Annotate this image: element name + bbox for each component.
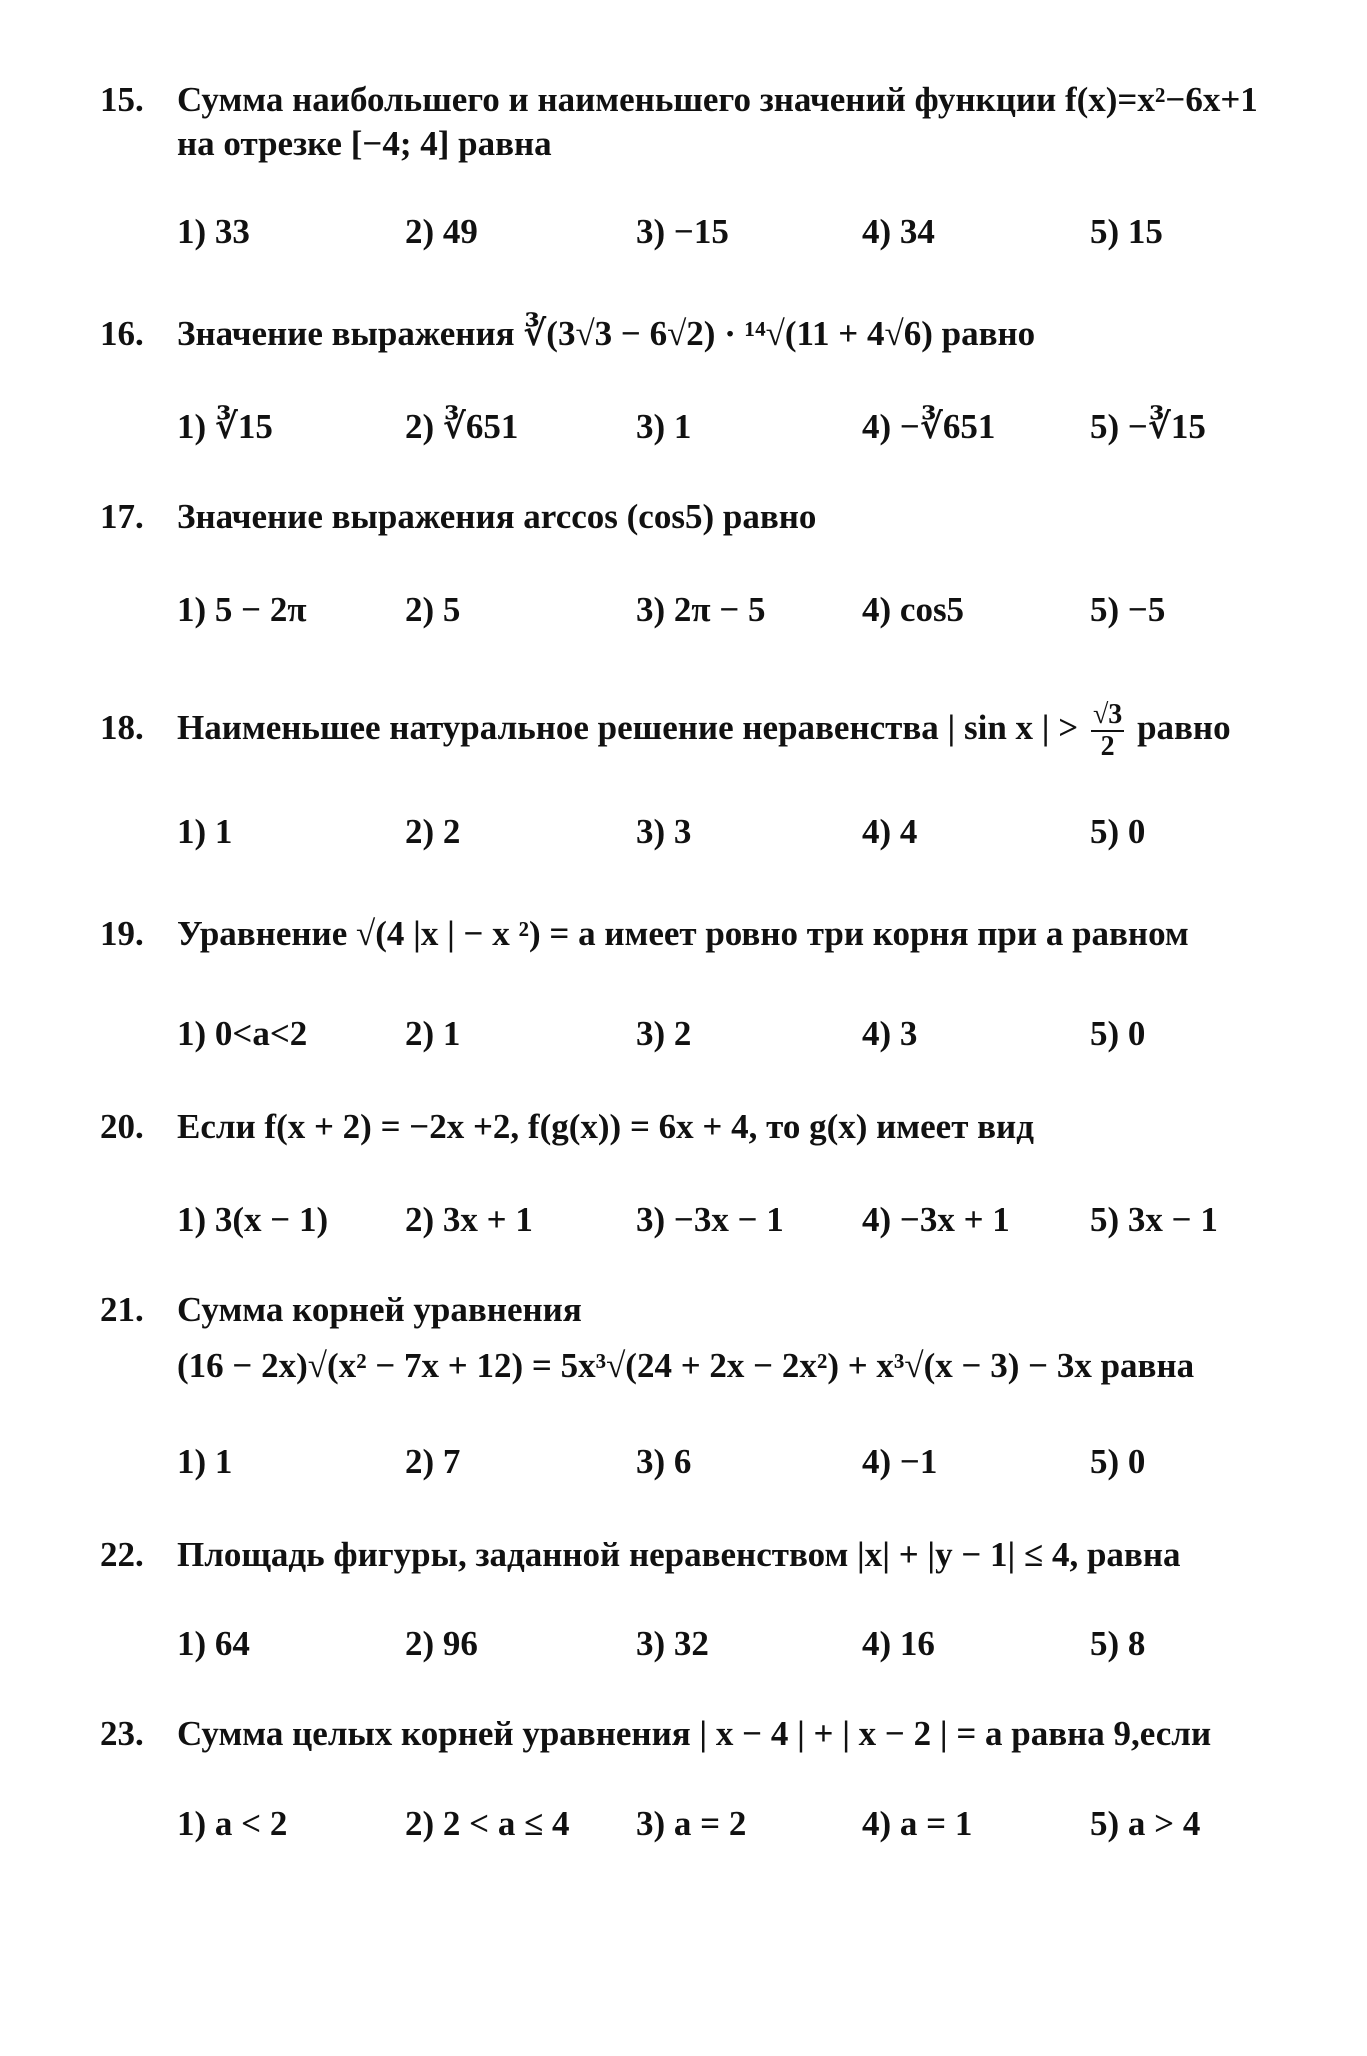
- question-text-line1: Сумма корней уравнения: [177, 1290, 582, 1329]
- question-text: Уравнение √(4 |x | − x ²) = а имеет ровно три корня при а равном: [177, 914, 1189, 953]
- question-text: [177, 695, 1317, 762]
- fraction-numerator: √3: [1092, 698, 1123, 730]
- question-text: [177, 1282, 1317, 1394]
- option-2[interactable]: 2) 3x + 1: [405, 1200, 533, 1239]
- question-text: Значение выражения arccos (cos5) равно: [177, 497, 817, 536]
- option-4[interactable]: 4) 34: [862, 212, 935, 251]
- option-4[interactable]: 4) −∛651: [862, 407, 996, 446]
- option-3[interactable]: 3) 32: [636, 1624, 709, 1663]
- question-number: 22.: [100, 1535, 144, 1574]
- question-text: Значение выражения ∛(3√3 − 6√2) · ¹⁴√(11 + 4√6) равно: [177, 314, 1036, 353]
- option-1[interactable]: 1) 3(x − 1): [177, 1200, 329, 1239]
- option-3[interactable]: 3) −3x − 1: [636, 1200, 784, 1239]
- question-number: 15.: [100, 80, 144, 119]
- option-5[interactable]: 5) 15: [1090, 212, 1163, 251]
- question-number: 21.: [100, 1290, 144, 1329]
- question-number: 19.: [100, 914, 144, 953]
- option-2[interactable]: 2) ∛651: [405, 407, 519, 446]
- option-2[interactable]: 2) 1: [405, 1014, 461, 1053]
- option-1[interactable]: 1) ∛15: [177, 407, 273, 446]
- option-1[interactable]: 1) 0<a<2: [177, 1014, 308, 1053]
- option-1[interactable]: 1) 64: [177, 1624, 250, 1663]
- option-3[interactable]: 3) 3: [636, 812, 692, 851]
- option-5[interactable]: 5) a > 4: [1090, 1804, 1201, 1843]
- option-2[interactable]: 2) 2 < a ≤ 4: [405, 1804, 570, 1843]
- option-2[interactable]: 2) 2: [405, 812, 461, 851]
- question-number: 23.: [100, 1714, 144, 1753]
- option-5[interactable]: 5) 8: [1090, 1624, 1146, 1663]
- question-text-before: Наименьшее натуральное решение неравенства | sin x | >: [177, 708, 1079, 747]
- fraction-denominator: 2: [1100, 730, 1115, 762]
- option-5[interactable]: 5) 3x − 1: [1090, 1200, 1218, 1239]
- option-4[interactable]: 4) 4: [862, 812, 918, 851]
- option-3[interactable]: 3) −15: [636, 212, 729, 251]
- option-1[interactable]: 1) 5 − 2π: [177, 590, 307, 629]
- option-5[interactable]: 5) 0: [1090, 1014, 1146, 1053]
- option-4[interactable]: 4) −3x + 1: [862, 1200, 1010, 1239]
- fraction: [1091, 700, 1124, 762]
- question-text-line1: Сумма наибольшего и наименьшего значений функции f(x)=x²−6x+1: [177, 80, 1258, 119]
- option-4[interactable]: 4) cos5: [862, 590, 965, 629]
- option-1[interactable]: 1) 33: [177, 212, 250, 251]
- question-text: Если f(x + 2) = −2x +2, f(g(x)) = 6x + 4, то g(x) имеет вид: [177, 1107, 1034, 1146]
- question-text: Площадь фигуры, заданной неравенством |x| + |y − 1| ≤ 4, равна: [177, 1535, 1181, 1574]
- option-3[interactable]: 3) 6: [636, 1442, 692, 1481]
- option-5[interactable]: 5) −5: [1090, 590, 1166, 629]
- question-text: [177, 78, 1317, 166]
- option-2[interactable]: 2) 96: [405, 1624, 478, 1663]
- option-2[interactable]: 2) 5: [405, 590, 461, 629]
- option-1[interactable]: 1) a < 2: [177, 1804, 288, 1843]
- option-1[interactable]: 1) 1: [177, 812, 233, 851]
- option-5[interactable]: 5) −∛15: [1090, 407, 1206, 446]
- question-text-after: равно: [1137, 708, 1231, 747]
- option-4[interactable]: 4) 16: [862, 1624, 935, 1663]
- option-5[interactable]: 5) 0: [1090, 1442, 1146, 1481]
- option-3[interactable]: 3) a = 2: [636, 1804, 747, 1843]
- question-number: 17.: [100, 497, 144, 536]
- question-text-line2: на отрезке [−4; 4] равна: [177, 124, 552, 163]
- option-2[interactable]: 2) 49: [405, 212, 478, 251]
- question-number: 16.: [100, 314, 144, 353]
- question-text-line2: (16 − 2x)√(x² − 7x + 12) = 5x³√(24 + 2x − 2x²) + x³√(x − 3) − 3x равна: [177, 1346, 1195, 1385]
- option-4[interactable]: 4) a = 1: [862, 1804, 973, 1843]
- question-number: 18.: [100, 708, 144, 747]
- option-1[interactable]: 1) 1: [177, 1442, 233, 1481]
- option-3[interactable]: 3) 2: [636, 1014, 692, 1053]
- question-text: Сумма целых корней уравнения | x − 4 | + | x − 2 | = а равна 9,если: [177, 1714, 1212, 1753]
- option-4[interactable]: 4) −1: [862, 1442, 938, 1481]
- question-number: 20.: [100, 1107, 144, 1146]
- option-3[interactable]: 3) 2π − 5: [636, 590, 766, 629]
- option-2[interactable]: 2) 7: [405, 1442, 461, 1481]
- option-4[interactable]: 4) 3: [862, 1014, 918, 1053]
- option-3[interactable]: 3) 1: [636, 407, 692, 446]
- option-5[interactable]: 5) 0: [1090, 812, 1146, 851]
